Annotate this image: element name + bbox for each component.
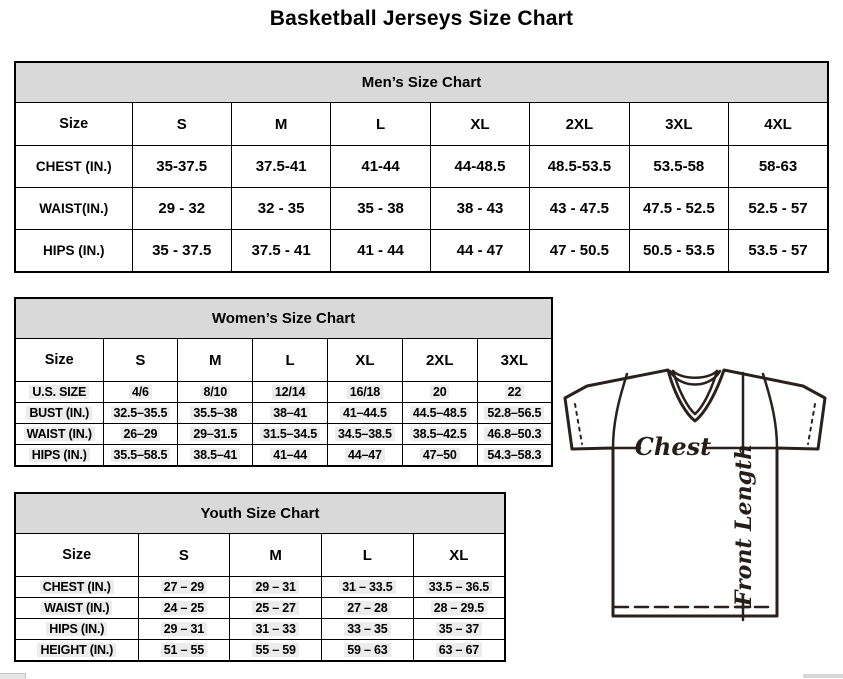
value-cell [138, 577, 230, 598]
value-text: 38.5–41 [190, 448, 240, 462]
table-row [15, 598, 505, 619]
row-label [15, 188, 132, 230]
value-cell [402, 382, 477, 403]
row-label [15, 146, 132, 188]
table-row [15, 146, 828, 188]
value-cell [729, 188, 828, 230]
value-text: 27 – 28 [344, 601, 390, 615]
value-cell [231, 230, 330, 273]
value-text: 53.5 - 57 [748, 242, 808, 259]
value-text: 28 – 29.5 [431, 601, 487, 615]
value-cell [138, 640, 230, 662]
value-cell [230, 640, 322, 662]
value-cell [402, 403, 477, 424]
row-label-text: HIPS (IN.) [42, 243, 105, 258]
value-text: 44-48.5 [454, 158, 506, 175]
value-text: 52.5 - 57 [748, 200, 808, 217]
column-header: M [178, 339, 253, 382]
row-label [15, 598, 138, 619]
value-cell [231, 146, 330, 188]
value-text: 33.5 – 36.5 [426, 580, 492, 594]
value-cell [322, 619, 414, 640]
value-text: 44.5–48.5 [410, 406, 470, 420]
value-text: 16/18 [347, 385, 383, 399]
value-text: 55 – 59 [252, 643, 298, 657]
value-text: 31.5–34.5 [260, 427, 320, 441]
value-cell [178, 445, 253, 467]
value-text: 24 – 25 [161, 601, 207, 615]
table-title: Women’s Size Chart [15, 298, 552, 339]
value-cell [729, 146, 828, 188]
value-cell [231, 188, 330, 230]
value-cell [253, 403, 328, 424]
value-cell [138, 598, 230, 619]
jersey-outline-shape [565, 370, 825, 616]
value-cell [322, 577, 414, 598]
row-label [15, 445, 103, 467]
value-text: 35.5–38 [190, 406, 240, 420]
value-text: 41–44 [270, 448, 310, 462]
value-cell [103, 424, 178, 445]
column-header: L [322, 534, 414, 577]
size-header-label: Size [15, 534, 138, 577]
value-text: 46.8–50.3 [484, 427, 544, 441]
value-text: 35-37.5 [156, 158, 208, 175]
column-header: S [103, 339, 178, 382]
value-text: 38.5–42.5 [410, 427, 470, 441]
size-header-label: Size [15, 103, 132, 146]
value-text: 29 – 31 [252, 580, 298, 594]
column-header: XL [327, 339, 402, 382]
value-cell [331, 230, 430, 273]
value-text: 20 [430, 385, 450, 399]
value-text: 53.5-58 [653, 158, 705, 175]
value-text: 12/14 [272, 385, 308, 399]
value-cell [230, 598, 322, 619]
value-cell [729, 230, 828, 273]
column-header: XL [430, 103, 529, 146]
value-text: 25 – 27 [252, 601, 298, 615]
youth-size-table [14, 492, 506, 662]
value-text: 27 – 29 [161, 580, 207, 594]
jersey-diagram [563, 362, 831, 630]
size-header-label: Size [15, 339, 103, 382]
value-text: 26–29 [121, 427, 161, 441]
value-cell [178, 403, 253, 424]
value-text: 22 [505, 385, 525, 399]
row-label-text: WAIST (IN.) [41, 601, 112, 615]
value-cell [132, 230, 231, 273]
chest-label: Chest [634, 432, 712, 461]
row-label [15, 424, 103, 445]
value-cell [331, 146, 430, 188]
table-row [15, 424, 552, 445]
row-label [15, 640, 138, 662]
value-cell [413, 577, 505, 598]
value-text: 47–50 [420, 448, 460, 462]
row-label-text: BUST (IN.) [26, 406, 92, 420]
column-header: 3XL [629, 103, 728, 146]
column-header: M [230, 534, 322, 577]
value-cell [178, 382, 253, 403]
column-header: M [231, 103, 330, 146]
value-text: 41-44 [361, 158, 400, 175]
value-text: 33 – 35 [344, 622, 390, 636]
value-text: 50.5 - 53.5 [642, 242, 715, 259]
value-cell [103, 403, 178, 424]
value-cell [132, 146, 231, 188]
value-text: 47.5 - 52.5 [642, 200, 715, 217]
value-text: 37.5-41 [255, 158, 307, 175]
front-length-label: Front Length [731, 443, 757, 607]
value-cell [322, 640, 414, 662]
table-title: Men’s Size Chart [15, 62, 828, 103]
value-cell [322, 598, 414, 619]
table-row [15, 619, 505, 640]
value-text: 38–41 [270, 406, 310, 420]
table-row [15, 403, 552, 424]
value-text: 59 – 63 [344, 643, 390, 657]
value-cell [103, 445, 178, 467]
value-text: 29 – 31 [161, 622, 207, 636]
value-text: 35 - 37.5 [152, 242, 212, 259]
page-title: Basketball Jerseys Size Chart [269, 7, 574, 30]
row-label [15, 403, 103, 424]
value-text: 29–31.5 [190, 427, 240, 441]
value-text: 41 - 44 [357, 242, 404, 259]
value-text: 38 - 43 [456, 200, 504, 217]
value-text: 52.8–56.5 [484, 406, 544, 420]
value-text: 58-63 [758, 158, 798, 175]
table-title: Youth Size Chart [15, 493, 505, 534]
value-text: 4/6 [129, 385, 152, 399]
table-row [15, 230, 828, 273]
table-row [15, 640, 505, 662]
value-text: 44–47 [345, 448, 385, 462]
row-label-text: HEIGHT (IN.) [37, 643, 116, 657]
column-header: L [253, 339, 328, 382]
value-cell [413, 640, 505, 662]
column-header: XL [413, 534, 505, 577]
value-cell [629, 146, 728, 188]
value-text: 43 - 47.5 [549, 200, 609, 217]
value-text: 31 – 33 [252, 622, 298, 636]
value-cell [331, 188, 430, 230]
column-header: 4XL [729, 103, 828, 146]
row-label-text: HIPS (IN.) [46, 622, 107, 636]
value-cell [402, 445, 477, 467]
row-label [15, 619, 138, 640]
value-cell [430, 146, 529, 188]
column-header: S [138, 534, 230, 577]
value-text: 44 - 47 [456, 242, 504, 259]
value-text: 54.3–58.3 [484, 448, 544, 462]
value-cell [253, 382, 328, 403]
row-label-text: HIPS (IN.) [29, 448, 90, 462]
value-cell [230, 619, 322, 640]
row-label-text: WAIST(IN.) [39, 201, 109, 216]
value-cell [253, 424, 328, 445]
horizontal-scrollbar-left-button[interactable] [0, 673, 26, 679]
value-text: 35 - 38 [357, 200, 404, 217]
value-text: 34.5–38.5 [335, 427, 395, 441]
value-text: 8/10 [200, 385, 230, 399]
value-cell [430, 188, 529, 230]
value-cell [327, 424, 402, 445]
value-text: 35 – 37 [436, 622, 482, 636]
row-label-text: U.S. SIZE [29, 385, 89, 399]
value-cell [327, 382, 402, 403]
row-label-text: WAIST (IN.) [24, 427, 95, 441]
value-text: 48.5-53.5 [547, 158, 612, 175]
value-cell [477, 403, 552, 424]
value-cell [327, 445, 402, 467]
value-cell [138, 619, 230, 640]
value-cell [629, 230, 728, 273]
table-row [15, 382, 552, 403]
value-text: 32.5–35.5 [111, 406, 171, 420]
value-cell [402, 424, 477, 445]
value-text: 63 – 67 [436, 643, 482, 657]
value-cell [430, 230, 529, 273]
value-cell [230, 577, 322, 598]
value-text: 31 – 33.5 [339, 580, 395, 594]
column-header: 2XL [402, 339, 477, 382]
row-label [15, 382, 103, 403]
value-cell [253, 445, 328, 467]
value-cell [413, 598, 505, 619]
value-cell [477, 424, 552, 445]
womens-size-table [14, 297, 553, 467]
table-row [15, 577, 505, 598]
table-row [15, 188, 828, 230]
value-cell [477, 445, 552, 467]
value-cell [629, 188, 728, 230]
value-cell [178, 424, 253, 445]
value-cell [530, 146, 629, 188]
value-text: 35.5–58.5 [111, 448, 171, 462]
row-label [15, 577, 138, 598]
column-header: S [132, 103, 231, 146]
value-cell [530, 230, 629, 273]
value-cell [477, 382, 552, 403]
value-text: 47 - 50.5 [549, 242, 609, 259]
value-cell [327, 403, 402, 424]
row-label [15, 230, 132, 273]
value-cell [132, 188, 231, 230]
table-row [15, 445, 552, 467]
value-text: 29 - 32 [158, 200, 206, 217]
row-label-text: CHEST (IN.) [35, 159, 112, 174]
value-text: 51 – 55 [161, 643, 207, 657]
value-text: 41–44.5 [340, 406, 390, 420]
horizontal-scrollbar-right-fragment[interactable] [803, 674, 843, 678]
column-header: 2XL [530, 103, 629, 146]
column-header: L [331, 103, 430, 146]
row-label-text: CHEST (IN.) [40, 580, 114, 594]
value-cell [103, 382, 178, 403]
value-text: 37.5 - 41 [251, 242, 311, 259]
column-header: 3XL [477, 339, 552, 382]
value-cell [413, 619, 505, 640]
value-cell [530, 188, 629, 230]
value-text: 32 - 35 [257, 200, 305, 217]
mens-size-table [14, 61, 829, 273]
